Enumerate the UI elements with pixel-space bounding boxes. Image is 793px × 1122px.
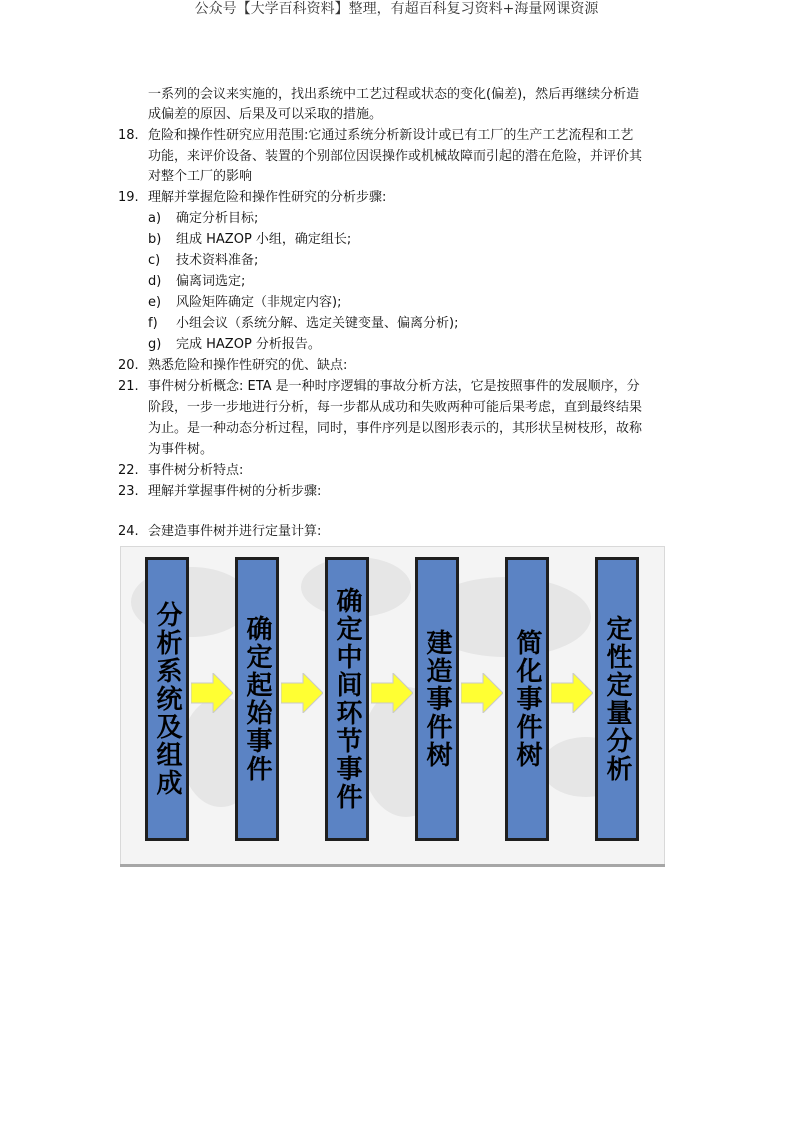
item-21-text: 阶段，一步一步地进行分析，每一步都从成功和失败两种可能后果考虑，直到最终结果 bbox=[148, 400, 643, 415]
flow-step-label: 简化事件树 bbox=[512, 629, 542, 769]
flow-step-box bbox=[415, 557, 459, 841]
flow-step-label: 确定起始事件 bbox=[242, 615, 272, 783]
item-19-text: 理解并掌握危险和操作性研究的分析步骤: bbox=[148, 190, 387, 205]
item-number: 23. bbox=[118, 484, 139, 499]
item-number: 19. bbox=[118, 190, 139, 205]
item-number: 18. bbox=[118, 128, 139, 143]
sub-item-text: 技术资料准备; bbox=[176, 253, 259, 268]
item-number: 21. bbox=[118, 379, 139, 394]
item-18-text: 对整个工厂的影响 bbox=[148, 169, 253, 184]
sub-item-text: 风险矩阵确定（非规定内容); bbox=[176, 295, 342, 310]
sub-item-text: 完成 HAZOP 分析报告。 bbox=[176, 337, 321, 352]
intro-line: 成偏差的原因、后果及可以采取的措施。 bbox=[148, 107, 383, 122]
eta-flow-diagram bbox=[120, 546, 665, 866]
flow-step-box bbox=[325, 557, 369, 841]
page-header: 公众号【大学百科资料】整理，有超百科复习资料+海量网课资源 bbox=[194, 1, 599, 17]
flow-step-box bbox=[505, 557, 549, 841]
sub-item-letter: d) bbox=[148, 274, 162, 289]
sub-item-letter: e) bbox=[148, 295, 162, 310]
item-18-text: 危险和操作性研究应用范围:它通过系统分析新设计或已有工厂的生产工艺流程和工艺 bbox=[148, 128, 634, 143]
item-20-text: 熟悉危险和操作性研究的优、缺点: bbox=[148, 358, 348, 373]
sub-item-text: 小组会议（系统分解、选定关键变量、偏离分析); bbox=[176, 316, 459, 331]
arrow-right-icon bbox=[551, 673, 593, 713]
item-number: 22. bbox=[118, 463, 139, 478]
item-21-text: 为事件树。 bbox=[148, 442, 214, 457]
flow-step-label: 定性定量分析 bbox=[602, 615, 632, 783]
flow-step-box bbox=[595, 557, 639, 841]
sub-item-text: 组成 HAZOP 小组，确定组长; bbox=[176, 232, 352, 247]
sub-item-letter: b) bbox=[148, 232, 162, 247]
flow-step-label: 分析系统及组成 bbox=[152, 601, 182, 797]
arrow-right-icon bbox=[281, 673, 323, 713]
item-23-text: 理解并掌握事件树的分析步骤: bbox=[148, 484, 322, 499]
arrow-right-icon bbox=[461, 673, 503, 713]
sub-item-letter: f) bbox=[148, 316, 158, 331]
sub-item-text: 偏离词选定; bbox=[176, 274, 246, 289]
item-18-text: 功能，来评价设备、装置的个别部位因误操作或机械故障而引起的潜在危险，并评价其 bbox=[148, 149, 643, 164]
item-number: 24. bbox=[118, 524, 139, 539]
flow-step-label: 确定中间环节事件 bbox=[332, 587, 362, 811]
item-21-text: 事件树分析概念: ETA 是一种时序逻辑的事故分析方法，它是按照事件的发展顺序，分 bbox=[148, 379, 640, 394]
sub-item-text: 确定分析目标; bbox=[176, 211, 259, 226]
item-24-text: 会建造事件树并进行定量计算: bbox=[148, 524, 322, 539]
arrow-right-icon bbox=[371, 673, 413, 713]
flow-step-box bbox=[145, 557, 189, 841]
item-21-text: 为止。是一种动态分析过程，同时，事件序列是以图形表示的，其形状呈树枝形，故称 bbox=[148, 421, 643, 436]
sub-item-letter: c) bbox=[148, 253, 161, 268]
sub-item-letter: g) bbox=[148, 337, 162, 352]
intro-line: 一系列的会议来实施的，找出系统中工艺过程或状态的变化(偏差)，然后再继续分析造 bbox=[148, 87, 640, 102]
item-22-text: 事件树分析特点: bbox=[148, 463, 244, 478]
item-number: 20. bbox=[118, 358, 139, 373]
sub-item-letter: a) bbox=[148, 211, 162, 226]
flow-step-box bbox=[235, 557, 279, 841]
figure-bottom-border bbox=[120, 864, 665, 867]
arrow-right-icon bbox=[191, 673, 233, 713]
flow-step-label: 建造事件树 bbox=[422, 629, 452, 769]
